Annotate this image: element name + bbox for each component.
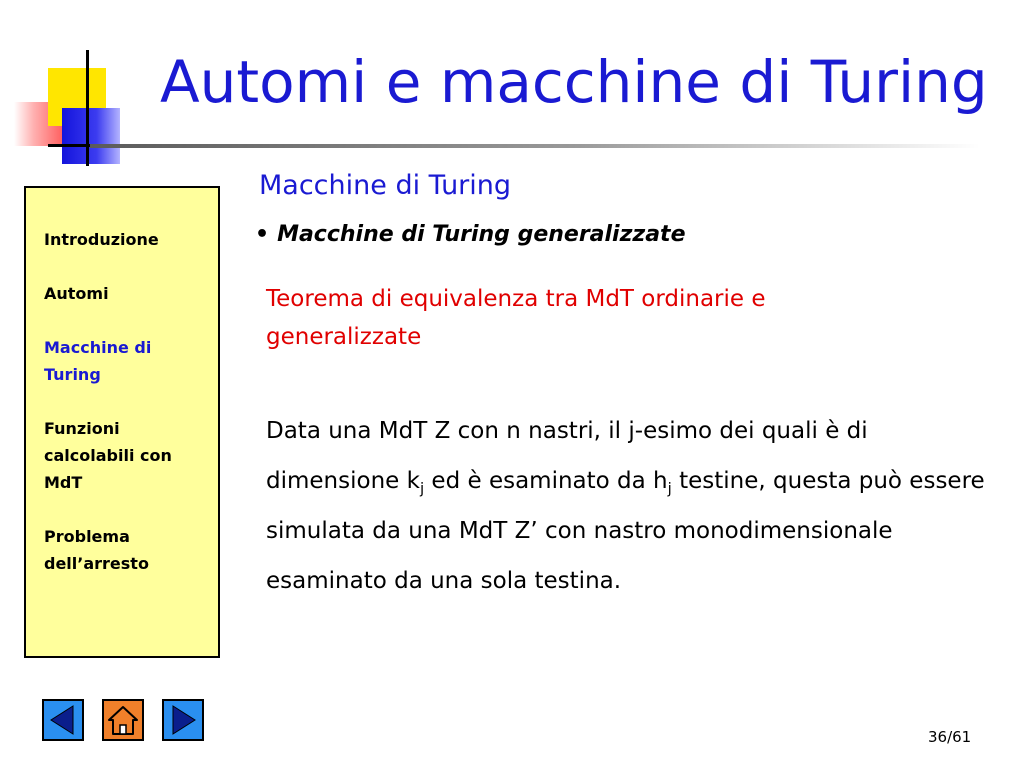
sidebar-item-macchine-di-turing[interactable]: Macchine di Turing <box>44 338 152 384</box>
page-number: 36/61 <box>928 728 972 746</box>
sidebar-nav <box>24 186 220 658</box>
logo-blue-block <box>62 108 120 164</box>
next-slide-button[interactable] <box>162 699 204 741</box>
subscript-j-1: j <box>419 479 425 498</box>
bullet-item <box>255 222 686 247</box>
sidebar-item-automi[interactable]: Automi <box>44 284 109 303</box>
theorem-title: Teorema di equivalenza tra MdT ordinarie e generalizzate <box>266 286 766 350</box>
logo-vertical-line <box>86 50 89 166</box>
paragraph-text-3: testine, questa può essere simulata da una MdT Z’ con nastro monodimensionale esaminato da una sola testina. <box>266 468 985 594</box>
home-icon <box>104 701 142 739</box>
bullet-text: Macchine di Turing generalizzate <box>277 222 686 247</box>
triangle-left-icon <box>44 701 82 739</box>
sidebar-item-problema-arresto[interactable]: Problema dell’arresto <box>44 527 149 573</box>
subscript-j-2: j <box>667 479 672 498</box>
sidebar-item-funzioni-calcolabili[interactable]: Funzioni calcolabili con MdT <box>44 419 172 492</box>
triangle-right-icon <box>164 701 202 739</box>
body-paragraph <box>266 406 1006 606</box>
home-button[interactable] <box>102 699 144 741</box>
paragraph-text-2: ed è esaminato da h <box>424 468 668 494</box>
previous-slide-button[interactable] <box>42 699 84 741</box>
paragraph-text-1: Data una MdT Z con n nastri, il j-esimo dei quali è di dimensione k <box>266 418 868 494</box>
section-heading: Macchine di Turing <box>259 170 512 201</box>
title-underline <box>90 144 980 148</box>
bullet-mark: • <box>255 222 270 247</box>
sidebar-item-introduzione[interactable]: Introduzione <box>44 230 159 249</box>
page-title: Automi e macchine di Turing <box>160 48 988 116</box>
